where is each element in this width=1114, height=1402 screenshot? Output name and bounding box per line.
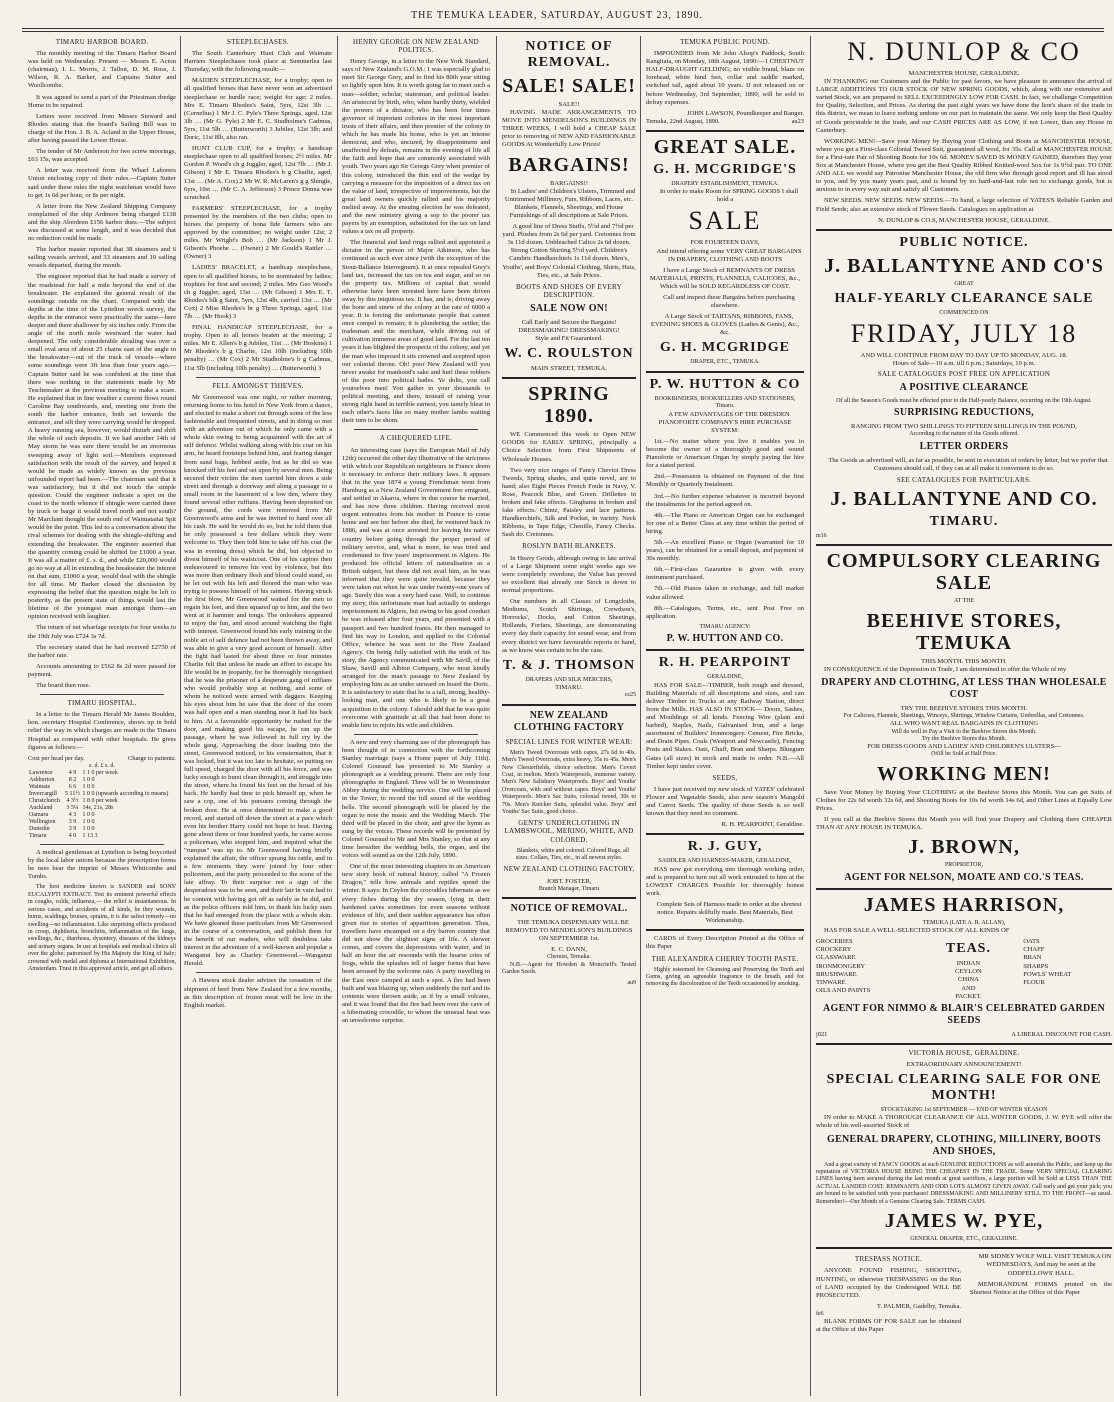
advertiser-subtitle: DRAPERY ESTABLISHMENT, TEMUKA. <box>671 180 779 187</box>
advert-paragraph: WORKING MEN!—Save your Money by Buying your Clothing and Boots at MANCHESTER HOUSE, where you get a First-class Colonial Tweed Suit, guaranteed all wool, for 35s. Call at MANCHESTER HOUSE for a First-rate Pair of Shooting Boots for 10s 6d. MONEY SAVED IS MONEY GAINED, therefore Buy your Sox at Manchester House, where you get the Best Quality Ribbed Knitted-wool Sox for 1s 9½d pair. TO ONE AND ALL we would say Patronise Manchester House, the old firm who through good report and ill has stood to you, and by you many years past, and is bound by no hard-and-fast rule not to exchange goods, but is anxious to in every way suit and satisfy all Customers. <box>816 137 1112 194</box>
list-item: 3rd.—No further expense whatever is incurred beyond the instalments for the period agreed on. <box>646 492 804 508</box>
article-paragraph: A letter was received from the Wharf Laborers Union enclosing copy of their rules.—Captain Sutter said under these rules the night watchman would have to get 1s 6d per hour, or 8s per night. <box>28 167 176 199</box>
article-paragraph: An interesting case (says the European Mail of July 12th) occurred the other day illustrative of the strictness with which our Republican neighbours in France deem it necessary to enforce their military laws. It appears that in the year 1874 a young Frenchman went from Hamburg as a New Zealand Government free emigrant, and settled in Akaroa, where in due course he married, and has now three children. Having received most urgent entreaties from his mother in France to come home and see her before she died, he ventured back in 1886, and was at once arrested for leaving his native country before going through the proper period of military service, and, what is more, he was tried and condemned to five years' imprisonment in Algiers. He produced his official letters of naturalisation as a British subject, but these did not avail him, as he was informed that they were quite invalid, because they were taken out when he was under twenty-one years of age. Surely this was a very hard case. Well, to continue my story, this unfortunate man had actually to undergo imprisonment in Algiers, but owing to his good conduct he was released after four years, and presented with a passport and two hundred francs. He then managed to find his way to London, and applied to the Colonial Office, whence he was sent to the New Zealand Agency. On being fully satisfied with the truth of his story, the Agency communicated with Mr Savill, of the Shaw, Savill and Albion Company, who most kindly arranged for the man's passage to New Zealand by employing him as an under steward on board the Doric. It is satisfactory to state that he is a tall, strong, healthy-looking man, and one who is likely to be a great acquisition to the colony. I should add that he was quite overcome with gratitude at all that had been done to enable him to rejoin his wife and children. <box>342 446 490 729</box>
advert-subheading: ROSLYN BATH BLANKETS. <box>522 542 616 551</box>
column-rule <box>496 36 497 1396</box>
table-cell: 1 1 0 per week <box>82 770 118 777</box>
list-item: GLASSWARE <box>816 954 856 962</box>
advert-heading: BARGAINS! <box>508 153 630 176</box>
divider <box>354 429 478 430</box>
advertiser-name: W. C. ROULSTON <box>504 346 634 362</box>
advert-heading: NEW ZEALAND CLOTHING FACTORY <box>513 709 625 733</box>
table-cell: Ashburton <box>29 777 55 784</box>
advert-paragraph: IN THANKING our Customers and the Public for past favors, we have pleasure to announce the arrival of LARGE ADDITIONS TO OUR STOCK OF NEW SPRING GOODS, which, along with our extensive and varied Stock, we are prepared to SELL EXCEEDINGLY LOW FOR CASH. In fact, we challenge Competition for Quality, Selection, and Prices. As during the past eight years we have done the lion's share of the trade in this district, we mean to leave nothing undone on our part to maintain the same. We only keep the Best Quality of Goods procurable in the trade, and our CASH PRICES ARE AS LOW, if not Lower, than any House in Canterbury. <box>816 78 1112 134</box>
goods-list-left <box>816 938 914 1000</box>
advert-signature: Branch Manager, Timaru <box>538 885 600 892</box>
advert-paragraph: N.B.—Agent for Howden & Moncrieff's Tested Garden Seeds. <box>502 961 636 976</box>
table-cell: Timaru <box>29 833 47 840</box>
article-paragraph: In a letter to the Timaru Herald Mr James Boulden, hon. secretary Hospital Conference, shows up in bold relief the way in which charges are made in the Timaru Hospital as compared with other hospitals. He gives figures as follows:— <box>28 711 176 751</box>
advertiser-name: R. J. GUY, <box>687 839 763 855</box>
advert-heading: LETTER ORDERS <box>919 440 1009 452</box>
article-paragraph: The board then rose. <box>36 682 91 690</box>
article-paragraph: FARMERS' STEEPLECHASE, for a trophy presented by the members of the two clubs; open to horses the property of bona fide farmers who are approved by the committee; no weight under 12st; 2 miles. Mr Wright's Bob … (Mr Jackson) 1 Mr J. Gibson's Phoebe … (Owner) 2 Mr Gould's Rattler … (Owner) 3 <box>184 204 332 261</box>
advert-subheading: BOOTS AND SHOES OF EVERY DESCRIPTION. <box>516 282 622 299</box>
advert-heading: PUBLIC NOTICE. <box>899 234 1029 250</box>
advert-line: ALL WHO WANT REAL BARGAINS IN CLOTHING <box>889 720 1039 728</box>
advert-signature: Chemist, Temuka. <box>547 954 591 961</box>
advert-paragraph: In order to make Room for SPRING GOODS I shall hold a <box>659 188 799 204</box>
advertiser-town: TIMARU. <box>929 513 999 529</box>
table-header-right: Charge to patients. <box>128 754 176 762</box>
advertiser-name: VICTORIA HOUSE, GERALDINE. <box>908 1048 1020 1057</box>
advertiser-name: JAMES W. PYE, <box>884 1209 1044 1232</box>
advert-line: AT THE <box>953 598 975 605</box>
article-heading: FELL AMONGST THIEVES. <box>212 381 304 390</box>
advert-code: fe6 <box>816 1310 824 1317</box>
advert-paragraph: Our numbers in all Classes of Longcloths, Mediums, Scotch Shirtings, Crewdson's, Horrocks', Docks, and Cotton Sheetings, Hollands, Forfars, Sheetings, are demonstrating every day their capacity for sound wear, and from every district we have favourable reports to hand, as we know was certain to be the case. <box>502 598 636 654</box>
list-item: 2nd.—Possession is obtained on Payment of the first Monthly or Quarterly Instalment. <box>646 473 804 489</box>
list-item: FOWLS' WHEAT <box>1023 970 1072 978</box>
advert-code: m16 <box>816 532 827 539</box>
table-cell: Wellington <box>29 819 56 826</box>
article-paragraph: MAIDEN STEEPLECHASE, for a trophy; open to all qualified horses that have never won an advertised steeplechase or hurdle race; weight for age; 2 miles. Mrs E. Timaru Rhodes's Saint, 5yrs, 12st 3lb … (Cornelius) 1 Mr J. C. Pyle's Three Springs, aged, 12st 3lb … (Mr G. Pyle) 2 Mr E. C. Studholme's Cadmus, 5yrs, 11st 5lb … (Butterworth) 3 Jubilee, 12st 3lb; and Doric, 11st 8lb, also ran. <box>184 77 332 142</box>
divider <box>646 929 804 931</box>
advert-paragraph: THE TEMUKA DISPENSARY WILL BE REMOVED TO MENDELSON'S BUILDINGS ON SEPTEMBER 1st. <box>505 919 633 943</box>
advert-paragraph: I have just received my new stock of YATES' celebrated Flower and Vegetable Seeds, also new season's Mangold and Carrot Seeds. The quality of these Seeds is so well known that they need no comment. <box>646 785 804 818</box>
article-paragraph: A new and very charming use of the phonograph has been thought of in connection with the forthcoming Stanley marriage (says a Home paper of July 11th). Colonel Gouraud has presented to Mr Stanley a phonograph as a wedding present. There are only four phonographs in England. Three will be in Westminster Abbey during the wedding service. One will be placed in the Tower, to record the full sound of the wedding bells. The second phonograph will be placed by the organ to note the music and the Wedding March. The third will be placed in the choir, and give the hymn as sung by the voices. These records will be presented by Colonel Gouraud to Mr and Mrs Stanley, so that at any time hereafter the wedding bells, the organ, and the voices will sound as on the 12th July, 1890. <box>342 738 490 860</box>
divider <box>816 544 1112 546</box>
list-item: 4th.—The Piano or American Organ can be exchanged for one of a Better Class at any time within the period of hiring. <box>646 511 804 535</box>
advert-paragraph: A Large Stock of TARTANS, RIBBONS, FANS, EVENING SHOES & GLOVES (Ladies & Gents), &c., &c. <box>650 313 800 337</box>
list-item: GROCERIES <box>816 938 853 946</box>
list-item: IRONMONGERY <box>816 962 866 970</box>
table-cell: 1 8 0 per week <box>82 798 118 805</box>
list-item: 6th.—First-class Guarantee is given with every instrument purchased. <box>646 566 804 582</box>
advert-heading: AGENT FOR NIMMO & BLAIR'S CELEBRATED GARDEN SEEDS <box>822 1002 1105 1026</box>
table-cell: 1 0 0 <box>82 812 95 819</box>
divider <box>646 649 804 651</box>
divider <box>816 1043 1112 1045</box>
list-item: 8th.—Catalogues, Terms, etc., sent Post Free on application. <box>646 604 804 620</box>
advertiser-subtitle: GENERAL DRAPER, ETC., GERALDINE. <box>910 1235 1018 1242</box>
advertiser-name: J. BROWN, <box>908 836 1020 859</box>
advert-code: au23 <box>791 117 804 125</box>
article-heading: TIMARU HARBOR BOARD. <box>55 38 149 46</box>
divider <box>354 734 478 735</box>
table-row <box>28 770 176 777</box>
article-paragraph: The financial and land rings rallied and appointed a dictator in the person of Major Atkinson, who has continued as such ever since (with the exception of the Stout-Ballance Interregnum). It at once repealed Grey's land tax, increased the tax on tea and sugar, and so on the property tax. Millions of capital that would otherwise have been invested here have been driven away by this iniquitous tax. It has, and is, driving away the bone and sinew of the colony at the rate of 6000 a year. It is forcing the unfortunate people that cannot once compel to remain; it is plundering the settler, the tradesman and the merchant, while driving out of cultivation immense areas of good land. For the last ten years it has blighted the prospects of the colony, and yet the man who imposed it sits crowned and sceptred upon our colonial throne. Oh! poor New Zealand will you never awake for manhood's sake and hurl these robbers of the poor into political hades. Ye dolts, you call yourselves men! You gather in your thousands to political meeting, and there, instead of raising your strong right hand in terrible earnest, you tamely bleat in each other's faces like so many mother lambs waiting their turn to be shorn. <box>342 239 490 425</box>
list-item: CHAFF <box>1023 946 1045 954</box>
article-paragraph: The secretary stated that he had received £2750 of the harbor rate. <box>28 643 176 659</box>
divider <box>502 704 636 706</box>
article-paragraph: Accounts amounting to £562 8s 2d were passed for payment. <box>28 662 176 678</box>
advert-paragraph: Men's Tweed Overcoats with capes, 27s 6d to 40s. Men's Tweed Overcoats, extra heavy, 35s to 45s. Men's New Chesterfields, choice selection. Men's Covert Coat, in melton. Men's Waterproofs, immense variety. Men's New Salisbury Waterproofs. Boys' and Youths' Overcoats, with and without capes. Boys' and Youths' Waterproofs. Men's Sac Suits, colonial tweed, 30s to 70s. Men's Knicker Suits, splendid value. Boys' and Youths' Sac Suits, good choice. <box>502 749 636 815</box>
advertiser-subtitle: PROPRIETOR, <box>944 862 984 869</box>
table-cell: 3 9 <box>68 826 77 833</box>
advert-line: Style and Fit Guaranteed. <box>535 335 603 343</box>
advert-signature: JOHN LAWSON, Poundkeeper and Ranger. <box>686 109 804 117</box>
article-paragraph: The harbor master reported that 38 steamers and 6 sailing vessels arrived, and 33 steamers and 10 sailing vessels departed, during the month. <box>28 246 176 270</box>
column-2 <box>184 36 332 1396</box>
table-cell: 8 2 <box>68 777 77 784</box>
advert-paragraph: Blankets, white and colored. Colored Rugs, all sizes. Collars, Ties, etc., in all newest styles. <box>515 847 630 862</box>
advert-line: THIS MONTH. THIS MONTH. <box>921 657 1007 665</box>
article-paragraph: A letter from the New Zealand Shipping Company complained of the ship Ardmore being charged £138 and the ship Aberdeen £156 harbor dues.—The subject was discussed at some length, and it was decided that no reduction could be made. <box>28 202 176 243</box>
hospital-table <box>28 770 176 840</box>
article-paragraph: It was agreed to send a part of the Priestman dredge Home to be repaired. <box>28 93 176 109</box>
masthead-rule <box>22 28 1104 29</box>
advert-code: ce25 <box>624 692 636 699</box>
advert-signature: R. H. PEARPOINT, Geraldine. <box>721 821 804 829</box>
advantages-list <box>646 438 804 621</box>
list-item: INDIAN <box>956 960 981 968</box>
advert-heading: GENERAL DRAPERY, CLOTHING, MILLINERY, BOOTS AND SHOES, <box>826 1133 1101 1157</box>
article-paragraph: The return of net wharfage receipts for four weeks to the 19th July was £724 3s 7d. <box>28 624 176 640</box>
list-item: 5th.—An excellent Piano or Organ (warranted for 10 years), can be obtained for a small deposit, and payment of 30s monthly. <box>646 539 804 563</box>
list-item: OATS <box>1023 938 1040 946</box>
column-5 <box>646 36 804 1396</box>
advert-heading: SURPRISING REDUCTIONS, <box>894 407 1034 419</box>
goods-list-right <box>1023 938 1112 1000</box>
list-item: CEYLON <box>955 968 982 976</box>
table-cell: 1 0 0 <box>82 826 95 833</box>
advert-paragraph: HAS now got everything into thorough working order, and is prepared to turn out all work entrusted to him at the LOWEST CHARGES Possible for thoroughly honest work. <box>646 865 804 897</box>
table-cell: Dunedin <box>29 826 50 833</box>
table-row <box>28 805 176 812</box>
advert-paragraph: MEMORANDUM FORMS printed on the Shortest Notice at the Office of this Paper <box>969 1280 1112 1296</box>
divider <box>502 897 636 899</box>
advert-paragraph: NEW SEEDS. NEW SEEDS. NEW SEEDS.—To hand, a large selection of YATES'S Reliable Garden and Field Seeds; also an extensive stock of Flower Seeds. Catalogues on application at <box>816 197 1112 213</box>
table-row <box>28 798 176 805</box>
divider <box>646 371 804 373</box>
advert-paragraph: Complete Sets of Harness made to order at the shortest notice. Repairs skilfully made. Best Materials, Best Workmanship. <box>656 901 802 925</box>
advert-signature: N. DUNLOP & CO.S, MANCHESTER HOUSE, GERALDINE. <box>878 216 1050 224</box>
article-paragraph: A Hawera stock dealer advises the cessation of the shipment of beef from New Zealand for a few months, as this description of frozen meat will be low in the English market. <box>184 977 332 1009</box>
article-paragraph: The monthly meeting of the Timaru Harbor Board was held on Wednesday. Present — Messrs E. Acton (chairman), I. L. Morris, J. Talbot, D. M. Ross, J. Wilson, R. A. Barker, and Captains Sutter and Woollcombe. <box>28 50 176 90</box>
table-cell: 5 11½ <box>65 791 80 798</box>
advert-line: Try the Beehive Stores this Month. <box>921 735 1007 742</box>
advertiser-name: P. W. HUTTON & CO <box>649 376 801 392</box>
advert-subheading: NEW ZEALAND CLOTHING FACTORY, <box>503 865 635 874</box>
advertiser-subtitle: MANCHESTER HOUSE, GERALDINE. <box>908 70 1020 77</box>
masthead: THE TEMUKA LEADER, SATURDAY, AUGUST 23, 1890. <box>411 10 703 21</box>
divider <box>646 833 804 835</box>
column-rule <box>640 36 641 1396</box>
article-paragraph: Letters were received from Messrs Steward and Rhodes stating that the board's Sailing Bill was in charge of the Hon. J. B. A. Acland in the Upper House, after having passed the Lower House. <box>28 112 176 145</box>
advert-heading: TEMUKA PUBLIC POUND. <box>680 38 770 46</box>
advert-line: DRESSMAKING! DRESSMAKING! <box>518 326 620 334</box>
advert-subheading: BARGAINS!! <box>549 179 589 187</box>
advert-paragraph: MR SIDNEY WOLF WILL VISIT TEMUKA ON WEDNESDAYS, And may be seen at the ODDFELLOWS' HALL. <box>978 1253 1112 1277</box>
article-paragraph: Mr Greenwood was one night, or rather morning, returning home to his hotel in New York from a dance, and elected to make a short cut through some of the less fashionable and frequented streets, and in doing so met with an adventure out of which he only came with a whole skin owing to being acquainted with the art of self defence. Whilst walking along with his coat on his arm, he heard footsteps behind him, and fearing danger from sand bags, hobbed aside, but as he did so was knocked off his feet and set upon by several men. Being secured their victim the men carried him down a side street and through a doorway and along a passage to a small room in the basement of a low den, where they found several other ruffians. Having been deposited on the ground, the cords were removed from Mr Greenwood's arms and he was invited to hand over all his cash. He said he would do so, but he told them that he only possessed a few dollars which they were welcome to. They then told him to take off his coat (he was in evening dress) which he did, but objected to divest himself of his waistcoat. One of his captors then endeavoured to remove his vest by violence, but this was more than ordinary flesh and blood could stand, so he let out with his left and floored the man who was trying to possess himself of his raiment. Having struck the first blow, Mr Greenwood waited for the men to regain his feet, and then squared up to him, and the two went at it hammer and tongs. The onlookers appeared to enjoy the fun, and stood around watching the fight with interest. Greenwood found his early training in the noble art of self defence had not been thrown away, and was able to give a very good account of himself. After the fight had lasted for about three or four minutes Charlie felt that unless he made an effort to escape his life would be in jeopardy, for he thoroughly recognised that he was the prisoner of a desperate gang of ruffians who would probably stop at nothing, and some of whom he noticed were armed with daggers. Keeping his eyes about him he saw that the door of the room was half open and a man standing near it had his back to him. At a favourable opportunity he rushed for the door, and making good his escape, he ran up the passage, where he was followed in full cry by the whole gang. Approaching the door leading into the street, Greenwood noticed, to his consternation, that it was locked, but it was too late to hesitate, so putting on full speed, charged the door with all his force, and was lucky enough to burst clean through it, and struggle into the street, where he found his feet on the broad of his back. He hardly had time to pick himself up, when he saw a cop, one of his pursuers coming through the broken door. He at once determined to make a good record, and started off down the street at a pace which even his brother Harry could not hope to beat. Having gone about three or four hundred yards, he came across a policeman, who stopped him, and inquired what the "rumpus" was up to. Mr Greenwood having briefly explained the affair, the officer sprang his rattle, and in a few moments they were joined by four other policemen, and the party proceeded to the scene of the late affray. To their surprise not a sign of the desperadoes was to be seen, and their lair in vain had to be content with having got off as safely as he did, and as the police officers told him, to thank his lucky stars that he had emerged from the place with a whole skin. We have gleaned these particulars from Mr Greenwood in the course of a conversation, and publish them for the benefit of our readers, who will doubtless take interest in the adventure of a well-known and popular a Wanganui boy as Charley Greenwood.—Wanganui Herald. <box>184 393 332 968</box>
table-cell: 1 0 0 (upwards according to means) <box>82 791 169 798</box>
advert-line: TIMARU AGENCY: <box>699 623 751 630</box>
advertiser-name: J. BALLANTYNE AND CO'S <box>824 254 1104 277</box>
advert-paragraph: And intend offering some VERY GREAT BARGAINS IN DRAPERY, CLOTHING AND BOOTS <box>656 247 802 263</box>
advert-signature: E. C. DANN, <box>551 946 587 954</box>
advertiser-subtitle: SADDLER AND HARNESS-MAKER, GERALDINE, <box>658 858 792 865</box>
article-heading: TIMARU HOSPITAL. <box>67 699 137 708</box>
advert-heading: GREAT SALE. <box>653 135 797 158</box>
advert-paragraph: ANYONE FOUND FISHING, SHOOTING, HUNTING, or otherwise TRESPASSING on the Run of LAND occupied by the Undersigned WILL BE PROSECUTED. <box>816 1267 962 1299</box>
table-cell: 4 0 <box>68 833 77 840</box>
column-rule <box>337 36 338 1396</box>
advertiser-subtitle: GERALDINE, <box>707 674 743 681</box>
advert-line: According to the nature of the Goods offered. <box>909 431 1019 438</box>
advert-heading: COMPULSORY CLEARING SALE <box>826 550 1102 595</box>
advertiser-name: J. BALLANTYNE AND CO. <box>830 487 1098 510</box>
advert-subheading: SEEDS, <box>712 773 738 782</box>
advertiser-name: G. H. MCGRIDGE'S <box>653 161 797 177</box>
table-cell: 4 3 <box>68 812 77 819</box>
advert-heading: DRAPERY AND CLOTHING, AT LESS THAN WHOLESALE COST <box>821 676 1107 700</box>
column-6 <box>816 36 1112 1396</box>
advert-date: Temuka, 22nd August, 1890. <box>646 117 720 125</box>
advert-heading: AGENT FOR NELSON, MOATE AND CO.'S TEAS. <box>844 871 1084 883</box>
advert-subheading: SEE CATALOGUES FOR PARTICULARS. <box>896 475 1032 484</box>
list-item: SHARPS <box>1023 962 1049 970</box>
advertiser-town: TIMARU. <box>555 684 583 692</box>
advert-paragraph: A good line of Dress Stuffs, 5½d and 7½d per yard. Plushes from 2s 6d per yard. Cretonnes from 3s 11d dozen. Unbleached Calico 2s 6d dozen. Strong Cotton Shirting 5½d yard. Children's Cambric Handkerchiefs 1s 11d dozen. Men's, Youths', and Boys' Colonial Clothing, Shirts, Hats, Ties, etc., at Sale Prices. <box>502 223 636 279</box>
article-paragraph: One of the most interesting chapters in an American new story book of natural history, called "A Frozen Dragon," tells how animals and reptiles spend the winter. It says: In Ceylon the crocodiles hibernate as we every fishes during the dry season, lying in their hardened caves sometimes for even seasons without evidence of life, and their sudden appearance has often given rise to stories of apparitions generation. Thus, travellers have encamped on a dry barren country that did not show the slightest signs of life. A shower comes, and covers the depressions with water, and in half an hour the air resounds with the hoarse cries of frogs, while the splashes tell of larger forms that have been aroused by the welcome rain. A party travelling in the East once camped at such a spot. A fire had been built and was blazing up, when suddenly the turf and its contents were thrown aside, as if by a small volcano, and it was found that the fire had been over the cave of a hibernating crocodile, to whom the unusual heat was an unwelcome surprise. <box>342 863 490 1024</box>
advert-heading: NOTICE OF REMOVAL. <box>510 903 628 915</box>
column-rule <box>810 36 811 1396</box>
advert-paragraph: BLANK FORMS OF FOR SALE can be obtained at the Office of this Paper <box>816 1318 962 1334</box>
advert-heading: HALF-YEARLY CLEARANCE SALE <box>834 291 1094 307</box>
article-paragraph: Henry George, in a letter to the New York Standard, says of New Zealand's G.O.M.: I was especially glad to meet Sir George Grey, and to find his 80th year sitting so lightly upon him. It is worth going far to meet such a man—soldier, scholar, statesman, and political leader. An aristocrat by birth, who, when hardly thirty, wielded the powers of a dictator, who has been four times governor of important colonies in the most important trusts of their affairs, and then premier of the colony in which he has made his home, who is yet an intense democrat, and who, uncured, by disappointment and unaffected by defeats, remains in the evening of life all the faith and hope that are commonly associated with youth. Two years ago Sir George Grey when premier of this colony, introduced the thin end of the wedge by carrying a measure for the imposition of a direct tax on the value of land, irrespective of improvements, but the great land owners quickly rallied and his majority melted away. At the ensuing election he was defeated, and the new ministry giving a sop to the poorer tax payers by an exemption, substituted for the tax on land values a tax on all property. <box>342 58 490 236</box>
divider <box>816 888 1112 890</box>
table-row <box>28 833 176 840</box>
table-cell: 1 0 0 <box>82 819 95 826</box>
list-item: BRAN <box>1023 954 1042 962</box>
list-item: 7th.—Old Pianos taken in exchange, and full market value allowed. <box>646 585 804 601</box>
divider <box>40 694 164 695</box>
advert-signature: T. PALMER, Gadelby, Temuka. <box>876 1302 962 1310</box>
advert-heading: SALE <box>688 206 762 236</box>
table-cell: 4 9 <box>68 770 77 777</box>
article-heading: STEEPLECHASES. <box>227 38 289 46</box>
advert-signature: JOBT. FOSTER, <box>546 877 592 885</box>
advert-line: AND WILL CONTINUE FROM DAY TO DAY UP TO MONDAY, AUG. 18. <box>860 351 1068 359</box>
advert-paragraph: I have a Large Stock of REMNANTS OF DRESS MATERIALS, PRINTS, FLANNELS, CALICOES, &c., Which will be SOLD REGARDLESS OF COST. <box>649 266 801 290</box>
divider <box>196 377 320 378</box>
table-cell: 1 13 3 <box>82 833 98 840</box>
advert-paragraph: Call and inspect these Bargains before purchasing elsewhere. <box>663 294 795 310</box>
advertiser-name: N. DUNLOP & CO <box>847 37 1081 66</box>
advert-paragraph: In Heavy Goods, although owing to late arrival of a Large Shipment some eight weeks ago we were completely overdone, the Value has proved so excellent that already our Stock is down to normal proportions. <box>502 554 636 594</box>
list-item: CHINA <box>957 976 979 984</box>
advert-line: GREAT <box>954 280 974 287</box>
list-item: 1st.—No matter where you live it enables you to become the owner of a thoroughly good and sound Pianoforte or American Organ by simply paying the hire for a stated period. <box>646 437 804 470</box>
column-4 <box>502 36 636 1396</box>
advert-line: Hours of Sale—10 a.m. till 6 p.m.; Saturdays, 10 p.m. <box>892 359 1036 367</box>
advert-line: FOR FOURTEEN DAYS, <box>690 239 760 247</box>
table-row <box>28 812 176 819</box>
advert-code: au9 <box>627 979 636 986</box>
advert-paragraph: CARDS of Every Description Printed at the Office of this Paper <box>646 935 804 951</box>
advert-subheading: GENTS' UNDERCLOTHING IN LAMBSWOOL, MERINO, WHITE, AND COLORED. <box>504 819 634 844</box>
masthead-rule-2 <box>22 31 1104 32</box>
advert-heading: SALE NOW ON! <box>530 302 608 314</box>
advert-heading: SPECIAL CLEARING SALE FOR ONE MONTH! <box>826 1071 1102 1103</box>
table-row <box>28 777 176 784</box>
article-heading: A CHEQUERED LIFE. <box>379 434 453 443</box>
advert-subheading: SPECIAL LINES FOR WINTER WEAR: <box>505 737 633 746</box>
advert-heading: FRIDAY, JULY 18 <box>850 318 1078 348</box>
advert-line: (Will be Sold at Half Price. <box>931 751 997 758</box>
goods-list-middle <box>920 938 1018 1000</box>
advert-paragraph: And a great variety of FANCY GOODS at such GENUINE REDUCTIONS as will astonish the Public, and keep up the reputation of VICTORIA HOUSE BEING THE CHEAPEST IN THE TRADE. Some VERY SPECIAL CLEARING LINES having been secured during the last month at great sacrifices, a large portion will be Sold at LESS THAN THE ACTUAL LANDED COST. REMNANTS AND ODD LOTS ALMOST GIVEN AWAY. Call early and get your pick; you are bound to be satisfied with your purchases! DRESSMAKING AND MILLINERY STILL TO THE FRONT—as usual. Remember!—Our Month of a Genuine Clearing Sale. TERMS CASH. <box>816 1161 1112 1205</box>
advert-line: For Calicoes, Flannels, Sheetings, Winceys, Shirtings, Window Curtains, Umbrellas, and Cretonnes. <box>843 713 1085 720</box>
wolf-notice <box>970 1253 1112 1337</box>
table-cell: Oamaru <box>29 812 49 819</box>
advert-paragraph: In Ladies' and Children's Ulsters, Trimmed and Untrimmed Millinery, Furs, Ribbons, Laces, etc. Blankets, Flannels, Sheetings, and House Furnishings of all descriptions at Sale Prices. <box>504 187 636 219</box>
advert-paragraph: IMPOUNDED from Mr John Alsop's Paddock, South Rangitata, on Monday, 18th August, 1890:—1 CHESTNUT HALF-DRAUGHT GELDING; no visible brand, blaze on forehead, white hind feet, collar and saddle marked, switched tail, aged about 10 years. If not released on or before Wednesday, 3rd September, 1890, will be sold to defray expenses. <box>646 50 804 106</box>
article-paragraph: The engineer reported that he had made a survey of the roadstead for half a mile beyond the end of the breakwater. He explained the general result of the soundings outside on the chart. Compared with the depths at the time of the Lyttelton wreck survey, the depths in the entrance were practically the same—here deeper and there shallower by six inches only. From the angle of the north mole westward the water had deepened. The only considerable shoaling was over a small oval area of about 25 chains east of the angle in the breakwater—out of the track of vessels—where some soundings were 3ft less than four years ago.—Captain Sutter said he was confident at the time that there was nothing in the statements made by Mr Teschemaker at the previous meeting to make a scare. He explained that in fine weather a current flows round Caroline Bay southwards, and, meeting one from the south the harbor entrance, both set towards the entrance, and silt they were carrying would be dropped. A heavy running sea, however, would disturb and shift the whole of such deposits. If we had another 14th of May storm he was sure there would be an enormous sweeping away of light soil.—Members expressed satisfaction with the result of the survey, and hoped it would be made as widely known as the previous unfounded report had been.—The chairman said that it was satisfactory, but it did not touch the simple question. Could the engineer indicate a spot on the coast to the north whence if shingle were carried there by truck or barge it would travel north and not south? Mr Marchant thought the south end of Waimataitai Spit would be the point. This led to a conversation about the rival schemes for dealing with the shingle-shifting and extending the breakwater. The engineer asserted that the quantity coming could be shifted for £1000 a year. It was all a matter of £. s. d., and while £20,000 would go no way at all in extending the breakwater the interest on that sum, £1000 a year, would deal with the shingle for all time. Mr Barker closed the discussion by expressing the belief that the question might be left to posterity, as the present state of things would last the lifetime of the youngest man amongst them—an opinion received with laughter. <box>28 273 176 621</box>
advert-subheading: THE ALEXANDRA CHERRY TOOTH PASTE. <box>651 954 799 963</box>
advert-paragraph: Two very nice ranges of Fancy Cheviot Dress Tweeds, Spring shades, and quite novel, are to hand; also Eight Pieces French Foule in Navy, V. Rose, Peacock Blue, and Green. Drillettes in broken and fake effects. Ginghams in broken and fake effects. Chintz, Paisley and lace patterns. Handkerchiefs, Silk and Pocket, in variety. Neck Ribbons, in Tape Edge, Chenille, Fancy Checks. Sash do. Cretonnes. <box>502 466 636 539</box>
advert-line: STOCKTAKING 1st SEPTEMBER — END OF WINTER SEASON <box>880 1106 1048 1113</box>
advert-subheading: SALE CATALOGUES POST FREE ON APPLICATION <box>877 369 1051 378</box>
advert-paragraph: If you call at the Beehive Stores this Month you will find your Drapery and Clothing there CHEAPER THAN AT ANY HOUSE IN TEMUKA. <box>816 816 1112 832</box>
advert-footer <box>816 1031 1112 1039</box>
advertiser-name: P. W. HUTTON AND CO. <box>666 633 784 645</box>
advert-paragraph: IN order to MAKE A THOROUGH CLEARANCE OF ALL WINTER GOODS, J. W. PYE will offer the whole of his well-assorted Stock of <box>816 1114 1112 1130</box>
advert-paragraph: The Goods as advertised will, as far as possible, be sent in execution of orders by letter, but we prefer that Customers should call, if they can at all make it convenient to do so. <box>828 456 1108 472</box>
table-cell: 1 0 0 <box>82 777 95 784</box>
list-item: FLOUR <box>1023 978 1045 986</box>
divider <box>816 1247 1112 1249</box>
advert-line: FOR DRESS GOODS AND LADIES' AND CHILDREN'S ULSTERS— <box>867 743 1061 751</box>
table-row <box>28 819 176 826</box>
teas-heading: TEAS. <box>945 941 991 957</box>
table-cell: 1 0 0 <box>82 784 95 791</box>
table-cell: 4 3½ <box>66 798 79 805</box>
article-paragraph: HUNT CLUB CUP, for a trophy; a handicap steeplechase open to all qualified horses; 2½ miles. Mr Gordon P. Wood's ch g Juggler, aged, 12st 7lb … (Mr J. Gibson) 1 Mr E. Timaru Rhodes's b g Charlie, aged, 13st … (Mr A. Cox) 2 Mr W. R. McLaren's g g Shingle, 6yrs, 10st … (Mr C. A. Jefferson) 3 Prince Donna was scratched. <box>184 145 332 201</box>
advert-subheading: SALE!! <box>558 101 580 108</box>
list-item: PACKET. <box>955 992 982 1000</box>
list-item: CROCKERY <box>816 946 852 954</box>
advert-line: COMMENCED ON <box>939 310 989 317</box>
advert-paragraph: HAS FOR SALE—TIMBER, both rough and dressed, Building Materials of all descriptions and sizes, and can deliver Timber in Trucks at any Railway Station, direct from the Mills. HAS ALSO IN STOCK— Doors, Sashes, and Mouldings of all kinds. Fencing Wire (plain and barbed), Staples, Nails, Galvanised Iron, and a large assortment of Builders' Ironmongery. Cement, Fire Bricks, and Drain Pipes. Coals (Westport and Newcastle), Fencing Posts and Stakes. Oats, Chaff, Bran and Sharps. Bluegum Gates (all sizes) in stock and made to order. N.B.—All Timber kept under cover. <box>646 681 804 770</box>
advert-paragraph: HAS FOR SALE A WELL-SELECTED STOCK OF ALL KINDS OF <box>824 927 1010 935</box>
column-1 <box>28 36 176 1396</box>
list-item: AND <box>961 984 976 992</box>
advert-line: Of all the Season's Goods must be effected prior to the Half-yearly Balance, occurring on the 19th August. <box>836 397 1092 404</box>
article-paragraph: FINAL HANDICAP STEEPLECHASE, for a trophy. Open to all horses beaten at the meeting; 2 miles. Mr E. Allen's b g Jubilee, 11st … (Mr Hoskins) 1 Mr Rhodes's b g Charlie, 12st 10lb (including 10lb penalty) … (Mr Cox) 2 Mr Studholme's b g Cadmus, 11st 5lb (including 10lb penalty) … (Butterworth) 3 <box>184 324 332 372</box>
table-cell: 3 9 <box>68 819 77 826</box>
table-header-left: Cost per head per day. <box>28 754 85 762</box>
article-heading: HENRY GEORGE ON NEW ZEALAND POLITICS. <box>353 38 479 55</box>
article-paragraph: The South Canterbury Hunt Club and Waimate Harriers Steeplechases took place at Summerlea last Thursday, with the following result:— <box>184 50 332 74</box>
advert-heading: TRESPASS NOTICE. <box>854 1255 923 1264</box>
advertiser-name: BEEHIVE STORES, TEMUKA <box>866 609 1062 654</box>
advert-heading: WORKING MEN! <box>877 762 1051 785</box>
advert-line: Will do well to Pay a Visit to the Beehive Stores this Month. <box>891 728 1037 735</box>
advertiser-subtitle: DRAPER, ETC., TEMUKA. <box>690 359 760 366</box>
table-cell: Waimate <box>29 784 51 791</box>
advert-line: RANGING FROM TWO SHILLINGS TO FIFTEEN SHILLINGS IN THE POUND, <box>851 423 1077 431</box>
divider <box>40 844 164 845</box>
advert-heading: NOTICE OF REMOVAL. <box>525 39 613 70</box>
table-row <box>28 826 176 833</box>
table-header <box>28 755 176 763</box>
advert-paragraph: IN CONSEQUENCE of the Depression in Trade, I am determined to offer the Whole of my <box>824 665 1067 673</box>
table-cell: Invercargill <box>29 791 57 798</box>
advert-paragraph: Highly esteemed for Cleansing and Preserving the Teeth and Gums, giving an agreeable fragrance to the breath, and for removing the discoloration of the Teeth occasioned by smoking. <box>646 966 804 988</box>
advert-paragraph: A FEW ADVANTAGES OF THE DRESDEN PIANOFORTE COMPANY'S HIRE PURCHASE SYSTEM: <box>658 410 792 434</box>
advertiser-subtitle: TEMUKA (LATE A. R. ALLAN), <box>922 919 1006 926</box>
advert-footer <box>646 118 804 126</box>
advert-paragraph: WE Commenced this week to Open NEW GOODS for EARLY SPRING, principally a Choice Selection from First Shipments of Wholesale Houses. <box>502 431 636 463</box>
list-item: OILS AND PAINTS <box>816 986 871 994</box>
bottom-notices <box>816 1253 1112 1337</box>
table-cell: Auckland <box>29 805 53 812</box>
table-cell: 14s, 21s, 28s <box>82 805 114 812</box>
table-cell: 3 5¼ <box>66 805 79 812</box>
advert-heading: A POSITIVE CLEARANCE <box>899 381 1029 393</box>
article-paragraph: A medical gentleman at Lyttelton is being boycotted by the local labor unions because the prescription forms he uses bear the imprint of Messrs Whitcombe and Tombs. <box>28 849 176 881</box>
advert-heading: SPRING 1890. <box>528 383 610 428</box>
list-item: BRUSHWARE <box>816 970 857 978</box>
table-cell: Christchurch <box>29 798 60 805</box>
advertiser-name: T. & J. THOMSON <box>502 657 636 673</box>
advert-line: TRY THE BEEHIVE STORES THIS MONTH. <box>900 704 1028 712</box>
table-row <box>28 791 176 798</box>
advert-line: A LIBERAL DISCOUNT FOR CASH. <box>1011 1030 1112 1038</box>
table-cell: Lawrence <box>29 770 53 777</box>
tea-types <box>920 960 1018 1000</box>
column-rule <box>180 36 181 1396</box>
article-paragraph: The tender of Mr Anderson for two screw moorings, £63 15s, was accepted. <box>28 148 176 164</box>
divider <box>502 377 636 379</box>
advert-line: EXTRAORDINARY ANNOUNCEMENT! <box>906 1060 1022 1068</box>
advert-line: Call Early and Secure the Bargains! <box>521 318 617 326</box>
table-units: s. d. £ s. d. <box>89 762 115 769</box>
advertiser-name: R. H. PEARPOINT <box>658 655 792 671</box>
advert-paragraph: The best medicine known is SANDER and SONS' EUCALYPTI EXTRACT. Test its eminent powerful effects in coughs, colds, influenza,— the relief is instantaneous. In serious cases, and accidents of all kinds, be they wounds, burns, scaldings, bruises, sprains, it is the safest remedy—no swelling—no inflammation. Like surprising effects produced in croup, diphtheria, bronchitis, inflammation of the lungs, swellings, &c., diarrhoea, dysentery, diseases of the kidneys and urinary organs. In use at hospitals and medical clinics all over the globe; patronised by His Majesty the King of Italy; crowned with medal and diploma at International Exhibition, Amsterdam. Trust in this approved article, and get all others. <box>28 884 176 972</box>
column-3 <box>342 36 490 1396</box>
divider <box>646 130 804 132</box>
trespass-notice <box>816 1253 961 1337</box>
article-paragraph: LADIES' BRACELET, a handicap steeplechase, open to all qualified horses, to be nominated by ladies; trophies for first and second; 2 miles. Mrs Geo Wood's ch g Juggler, aged, 13st … (Mr Gibson) 1 Mrs E. T. Rhodes's blk g Saint, 5yrs, 12st 4lb, carried 13st … (Mr Cox) 2 Miss Rhodes's br g Three Springs, aged, 11st 7lb … (Mr Hook) 3 <box>184 264 332 320</box>
advertiser-name: G. H. MCGRIDGE <box>660 340 790 356</box>
goods-list <box>816 938 1112 1000</box>
list-item: TINWARE <box>816 978 846 986</box>
advert-heading: SALE! SALE! <box>502 75 636 97</box>
advertiser-address: MAIN STREET, TEMUKA. <box>531 365 607 373</box>
advert-paragraph: HAVING MADE ARRANGEMENTS TO MOVE INTO MENDELSON'S BUILDINGS IN THREE WEEKS, I will hold a CHEAP SALE prior to removing of NEW AND FASHIONABLE GOODS At Wonderfully Low Prices! <box>502 109 636 149</box>
advert-code: j021 <box>816 1030 828 1038</box>
table-cell: 6 6 <box>68 784 77 791</box>
divider <box>196 972 320 973</box>
divider <box>816 229 1112 231</box>
advertiser-subtitle: BOOKBINDERS, BOOKSELLERS AND STATIONERS, Timaru. <box>654 395 796 410</box>
advertiser-subtitle: DRAPERS AND SILK MERCERS, <box>525 676 613 683</box>
advert-paragraph: Save Your Money by Buying Your CLOTHING at the Beehive Stores this Month. You can get Suits of Clothes for 22s 6d worth 32s 6d, and Shooting Boots for 10s 6d worth 14s 6d, and Other Lines at Equally Low Prices. <box>816 788 1112 813</box>
advertiser-name: JAMES HARRISON, <box>863 893 1065 916</box>
